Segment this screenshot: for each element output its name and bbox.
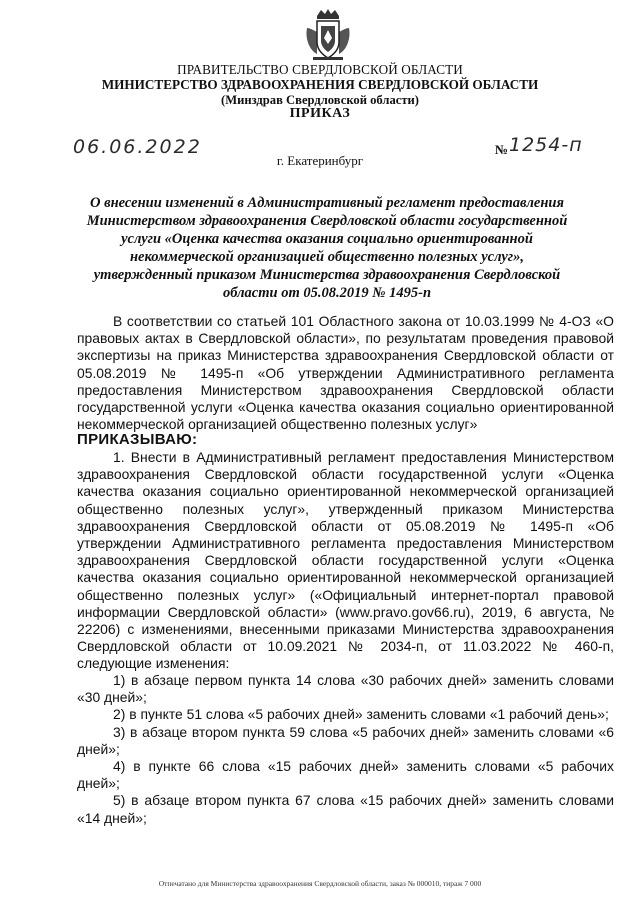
paragraph-1-text: 1. Внести в Административный регламент предоставления Министерством здравоохранения Свердловской области государственной услуги «Оценка качества оказания социально ориентированной некоммерческой организацией общественно полезных услуг», утвержденный приказом Министерства здравоохранения Свердловской области от 05.08.2019 № 1495-п «Об утверждении Административного регламента предоставления Министерством здравоохранения Свердловской области государственной услуги «Оценка качества оказания социально ориентированной некоммерческой организацией общественно полезных услуг» («Официальный интернет-портал правовой информации Свердловской области» (www.pravo.gov66.ru), 2019, 6 августа, № 22206) с изменениями, внесенными приказами Министерства здравоохранения Свердловской области от 10.09.2021 № 2034-п, от 11.03.2022 № 460-п, следующие изменения: [77, 449, 614, 672]
list-item: 1) в абзаце первом пункта 14 слова «30 рабочих дней» заменить словами «30 дней»; [77, 672, 614, 706]
paragraph-1 [77, 449, 614, 673]
list-item: 5) в абзаце втором пункта 67 слова «15 рабочих дней» заменить словами «14 дней»; [77, 792, 614, 826]
order-number: 1254-п [509, 134, 583, 156]
intro-paragraph [77, 313, 614, 433]
list-item: 2) в пункте 51 слова «5 рабочих дней» заменить словами «1 рабочий день»; [113, 706, 609, 723]
city: г. Екатеринбург [276, 153, 364, 168]
changes-list [77, 672, 614, 827]
number-label: № [495, 142, 509, 157]
coat-of-arms-icon [301, 8, 355, 62]
ministry-name: МИНИСТЕРСТВО ЗДРАВООХРАНЕНИЯ СВЕРДЛОВСКОЙ ОБЛАСТИ [101, 77, 539, 92]
document-type: ПРИКАЗ [289, 106, 351, 121]
list-item: 4) в пункте 66 слова «15 рабочих дней» заменить словами «5 рабочих дней»; [77, 758, 614, 792]
order-date: 06.06.2022 [73, 136, 202, 158]
order-title: О внесении изменений в Административный регламент предоставления Министерством здравоохранения Свердловской области государственной услуги «Оценка качества оказания социально ориентированной некоммерческой организацией общественно полезных услуг», утвержденный приказом Министерства здравоохранения Свердловской области от 05.08.2019 № 1495-п [86, 195, 568, 301]
print-footer: Отпечатано для Министерства здравоохранения Свердловской области, заказ № 000010, тираж 7 000 [158, 879, 482, 888]
intro-text: В соответствии со статьей 101 Областного закона от 10.03.1999 № 4-ОЗ «О правовых актах в Свердловской области», по результатам проведения правовой экспертизы на приказ Министерства здравоохранения Свердловской области от 05.08.2019 № 1495-п «Об утверждении Административного регламента предоставления Министерством здравоохранения Свердловской области государственной услуги «Оценка качества оказания социально ориентированной некоммерческой организацией общественно полезных услуг» [77, 313, 614, 433]
government-name: ПРАВИТЕЛЬСТВО СВЕРДЛОВСКОЙ ОБЛАСТИ [177, 62, 463, 77]
list-item: 3) в абзаце втором пункта 59 слова «5 рабочих дней» заменить словами «6 дней»; [77, 723, 614, 757]
ministry-abbreviation: (Минздрав Свердловской области) [221, 93, 419, 107]
order-directive: ПРИКАЗЫВАЮ: [77, 431, 198, 448]
